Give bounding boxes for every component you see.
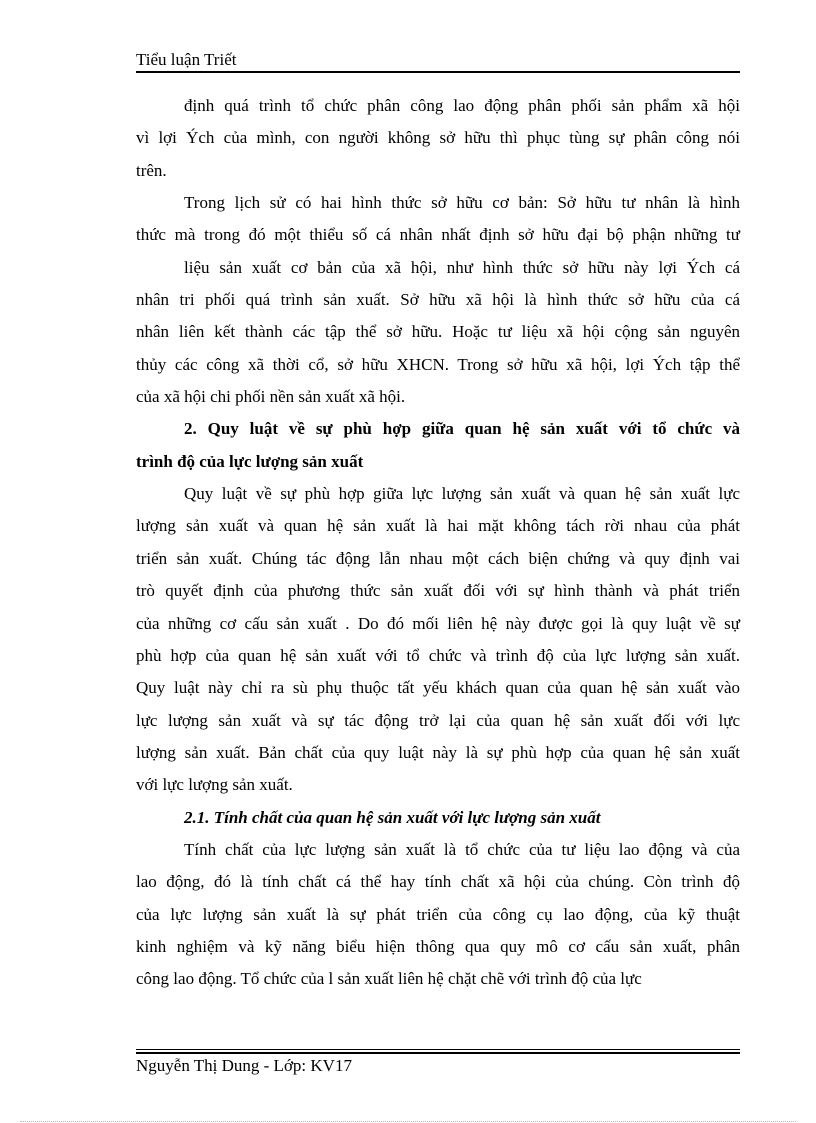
- text-line: Tính chất của lực lượng sản xuất là tổ chức của tư liệu lao động và của: [184, 839, 740, 859]
- text-line: nhân tri phối quá trình sản xuất. Sở hữu xã hội là hình thức sở hữu của cá: [136, 290, 740, 310]
- text-line: trên.: [136, 160, 167, 180]
- text-line: vì lợi Ých của mình, con người không sở hữu thì phục tùng sự phân công nói: [136, 128, 740, 148]
- text-line: Quy luật này chỉ ra sù phụ thuộc tất yếu khách quan của quan hệ sản xuất vào: [136, 678, 740, 698]
- text-line: phù hợp của quan hệ sản xuất với tổ chức và trình độ của lực lượng sản xuất.: [136, 645, 740, 665]
- footer-author: Nguyễn Thị Dung - Lớp: KV17: [136, 1056, 352, 1075]
- header-title: Tiểu luận Triết: [136, 50, 237, 69]
- text-line: của lực lượng sản xuất là sự phát triển của công cụ lao động, của kỹ thuật: [136, 904, 740, 924]
- text-line: của những cơ cấu sản xuất . Do đó mối liên hệ này được gọi là quy luật về sự: [136, 613, 740, 633]
- text-line: Trong lịch sử có hai hình thức sở hữu cơ bản: Sở hữu tư nhân là hình: [184, 193, 740, 213]
- header-rule: [136, 71, 740, 73]
- text-line: nhân liên kết thành các tập thể sở hữu. Hoặc tư liệu xã hội cộng sản nguyên: [136, 322, 740, 342]
- text-line: định quá trình tổ chức phân công lao động phân phối sản phẩm xã hội: [184, 96, 740, 115]
- text-line: kinh nghiệm và kỹ năng biểu hiện thông qua quy mô cơ cấu sản xuất, phân: [136, 936, 740, 956]
- text-line: trò quyết định của phương thức sản xuất đối với sự hình thành và phát triển: [136, 581, 740, 601]
- text-line: lực lượng sản xuất và sự tác động trở lại của quan hệ sản xuất đối với lực: [136, 710, 740, 730]
- text-line: lao động, đó là tính chất cá thể hay tính chất xã hội của chúng. Còn trình độ: [136, 872, 740, 892]
- footer-rule-thin: [136, 1049, 740, 1050]
- footer-rule-thick: [136, 1052, 740, 1054]
- body-text: [136, 90, 740, 996]
- text-line: với lực lượng sản xuất.: [136, 775, 293, 795]
- section-heading: 2. Quy luật về sự phù hợp giữa quan hệ sản xuất với tổ chức và: [184, 419, 740, 439]
- text-line: của xã hội chi phối nền sản xuất xã hội.: [136, 387, 406, 407]
- section-heading-continued: trình độ của lực lượng sản xuất: [136, 451, 364, 471]
- text-line: Quy luật về sự phù hợp giữa lực lượng sản xuất và quan hệ sản xuất lực: [184, 484, 740, 504]
- text-line: thức mà trong đó một thiểu số cá nhân nhất định sở hữu đại bộ phận những tư: [136, 225, 740, 245]
- subsection-heading: 2.1. Tính chất của quan hệ sản xuất với lực lượng sản xuất: [184, 807, 601, 827]
- text-line: triển sản xuất. Chúng tác động lẫn nhau một cách biện chứng và quy định vai: [136, 548, 740, 568]
- text-line: công lao động. Tổ chức của l sản xuất liên hệ chặt chẽ với trình độ của lực: [136, 969, 642, 989]
- text-line: liệu sản xuất cơ bản của xã hội, như hình thức sở hữu này lợi Ých cá: [184, 257, 740, 277]
- page-edge-divider: [20, 1121, 796, 1122]
- text-line: thủy các công xã thời cổ, sở hữu XHCN. Trong sở hữu xã hội, lợi Ých tập thể: [136, 354, 740, 374]
- text-line: lượng sản xuất. Bản chất của quy luật này là sự phù hợp của quan hệ sản xuất: [136, 742, 740, 762]
- text-line: lượng sản xuất và quan hệ sản xuất là hai mặt không tách rời nhau của phát: [136, 516, 740, 536]
